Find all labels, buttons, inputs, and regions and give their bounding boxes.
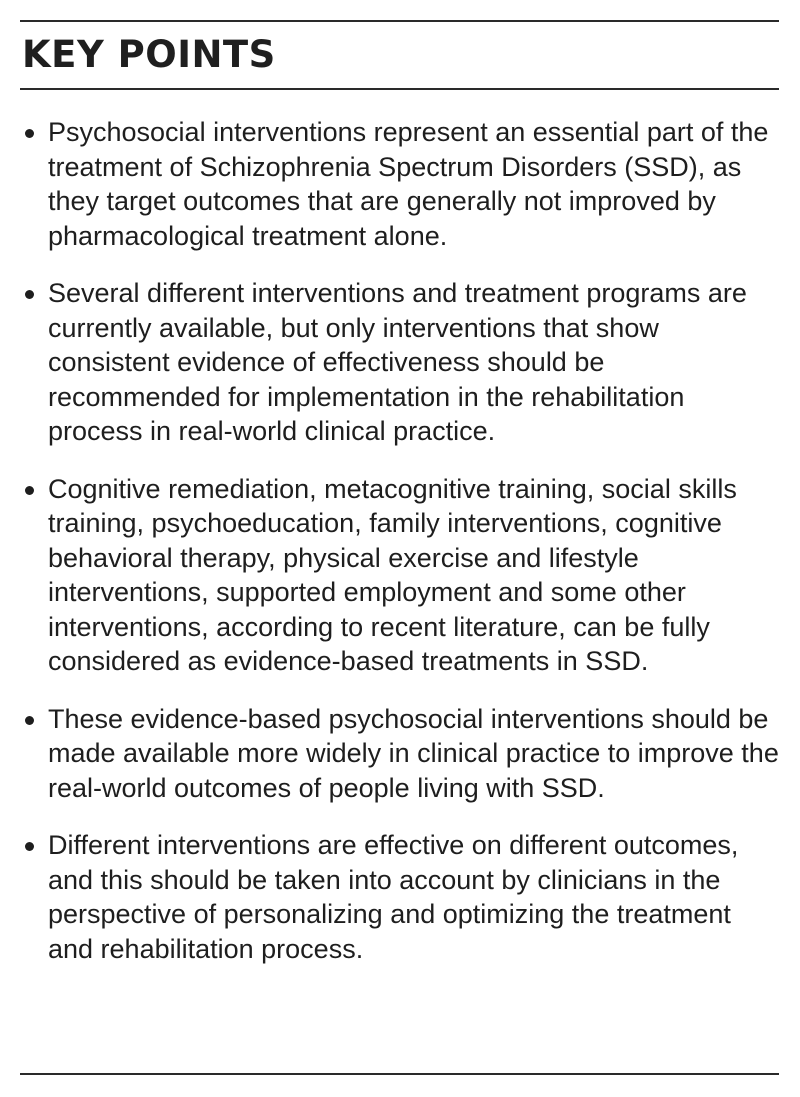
bullet-icon — [25, 716, 34, 725]
key-point-text: Psychosocial interventions represent an essential part of the treatment of Schizophrenia Spectrum Disorders (SSD), as they target outcomes that are generally not improved by pharmacological treatment alone. — [48, 117, 769, 251]
bullet-icon — [25, 486, 34, 495]
key-point-4 — [22, 702, 779, 806]
top-rule — [20, 20, 779, 22]
bullet-icon — [25, 290, 34, 299]
key-point-text: Different interventions are effective on different outcomes, and this should be taken into account by clinicians in the perspective of personalizing and optimizing the treatment and rehabilitation process. — [48, 830, 739, 964]
key-point-text: These evidence-based psychosocial interventions should be made available more widely in clinical practice to improve the real-world outcomes of people living with SSD. — [48, 703, 779, 803]
key-point-3 — [22, 472, 779, 679]
key-point-text: Several different interventions and treatment programs are currently available, but only interventions that show consistent evidence of effectiveness should be recommended for implementation in the rehabilitation process in real-world clinical practice. — [48, 278, 747, 446]
bullet-icon — [25, 129, 34, 138]
key-points-heading: KEY POINTS — [22, 33, 276, 76]
heading-rule — [20, 88, 779, 90]
key-point-1 — [22, 115, 779, 253]
key-point-5 — [22, 828, 779, 966]
key-point-2 — [22, 276, 779, 449]
bottom-rule — [20, 1073, 779, 1075]
key-points-list — [22, 115, 779, 989]
bullet-icon — [25, 842, 34, 851]
key-point-text: Cognitive remediation, metacognitive training, social skills training, psychoeducation, family interventions, cognitive behavioral therapy, physical exercise and lifestyle interventions, supported employment and some other interventions, according to recent literature, can be fully considered as evidence-based treatments in SSD. — [48, 473, 737, 676]
